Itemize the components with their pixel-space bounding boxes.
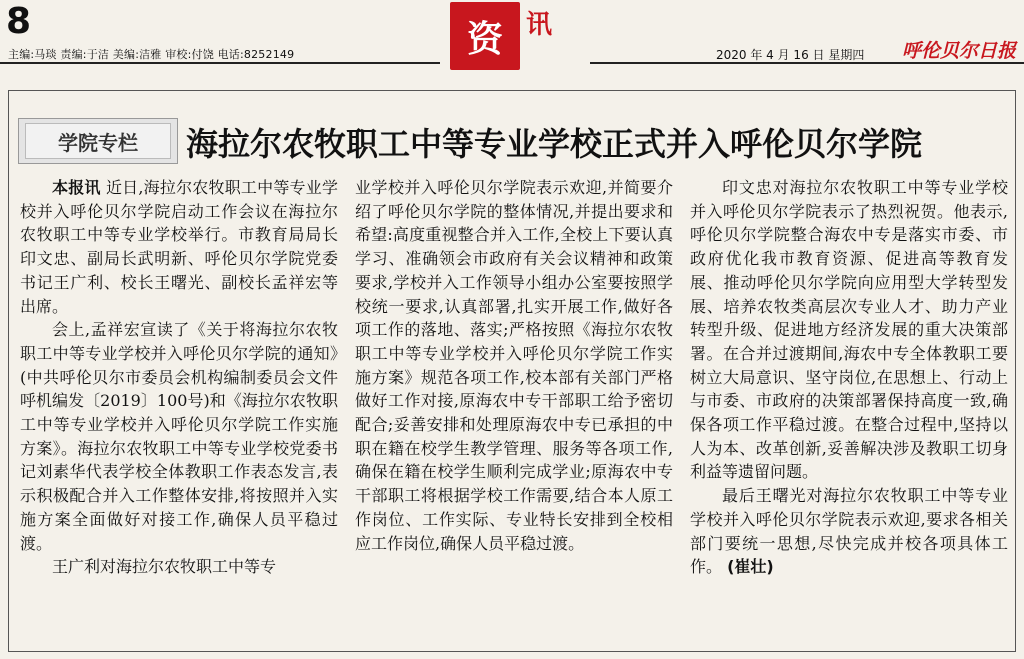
article-headline: 海拉尔农牧职工中等专业学校正式并入呼伦贝尔学院 bbox=[186, 125, 923, 163]
page-header bbox=[0, 0, 1024, 76]
article-column-2 bbox=[355, 176, 673, 555]
paragraph-text: 最后王曙光对海拉尔农牧职工中等专业学校并入呼伦贝尔学院表示欢迎,要求各相关部门要统一思想,尽快完成并校各项具体工作。 bbox=[690, 486, 1008, 577]
page-number: 8 bbox=[6, 1, 32, 42]
paragraph bbox=[690, 484, 1008, 579]
header-rule-left bbox=[0, 62, 440, 64]
paragraph-text: 近日,海拉尔农牧职工中等专业学校并入呼伦贝尔学院启动工作会议在海拉尔农牧职工中等专业学校举行。市教育局局长印文忠、副局长武明新、呼伦贝尔学院党委书记王广利、校长王曙光、副校长孟祥宏等出席。 bbox=[20, 178, 338, 316]
paragraph: 王广利对海拉尔农牧职工中等专 bbox=[52, 557, 277, 577]
author-signature: (崔壮) bbox=[727, 557, 774, 577]
newspaper-masthead: 呼伦贝尔日报 bbox=[902, 40, 1017, 62]
section-badge: 资 bbox=[450, 2, 520, 70]
paragraph: 印文忠对海拉尔农牧职工中等专业学校并入呼伦贝尔学院表示了热烈祝贺。他表示,呼伦贝尔学院整合海农中专是落实市委、市政府优化我市教育资源、促进高等教育发展、推动呼伦贝尔学院向应用型大学转型发展、培养农牧类高层次专业人才、助力产业转型升级、促进地方经济发展的重大决策部署。在合并过渡期间,海农中专全体教职工要树立大局意识、坚守岗位,在思想上、行动上与市委、市政府的决策部署保持高度一致,确保各项工作平稳过渡。在整合过程中,坚持以人为本、改革创新,妥善解决涉及教职工切身利益等遗留问题。 bbox=[690, 178, 1008, 482]
paragraph: 业学校并入呼伦贝尔学院表示欢迎,并简要介绍了呼伦贝尔学院的整体情况,并提出要求和希望:高度重视整合并入工作,全校上下要认真学习、准确领会市政府有关会议精神和政策要求,学校并入工作领导小组办公室要按照学校统一要求,认真部署,扎实开展工作,做好各项工作的落地、落实;严格按照《海拉尔农牧职工中等专业学校并入呼伦贝尔学院工作实施方案》规范各项工作,校本部有关部门严格做好工作对接,原海农中专干部职工给予密切配合;妥善安排和处理原海农中专已承担的中职在籍在校学生教学管理、服务等各项工作,确保在籍在校学生顺利完成学业;原海农中专干部职工将根据学校工作需要,结合本人原工作岗位、工作实际、专业特长安排到全校相应工作岗位,确保人员平稳过渡。 bbox=[355, 178, 673, 553]
column-tag bbox=[18, 118, 178, 164]
editor-credits: 主编:马琰 责编:于洁 美编:洁雅 审校:付饶 电话:8252149 bbox=[8, 48, 295, 61]
column-tag-label: 学院专栏 bbox=[25, 123, 171, 159]
article-column-3 bbox=[690, 176, 1008, 579]
section-subtitle: 讯 bbox=[526, 10, 553, 40]
paragraph bbox=[20, 176, 338, 318]
paragraph: 会上,孟祥宏宣读了《关于将海拉尔农牧职工中等专业学校并入呼伦贝尔学院的通知》(中共呼伦贝尔市委员会机构编制委员会文件呼机编发〔2019〕100号)和《海拉尔农牧职工中等专业学校并入呼伦贝尔学院工作实施方案》。海拉尔农牧职工中等专业学校党委书记刘素华代表学校全体教职工作表态发言,表示积极配合并入工作整体安排,将按照并入实施方案全面做好对接工作,确保人员平稳过渡。 bbox=[20, 320, 338, 553]
issue-date: 2020 年 4 月 16 日 星期四 bbox=[716, 48, 865, 62]
lead-tag: 本报讯 bbox=[52, 178, 101, 197]
article-column-1 bbox=[20, 176, 338, 579]
